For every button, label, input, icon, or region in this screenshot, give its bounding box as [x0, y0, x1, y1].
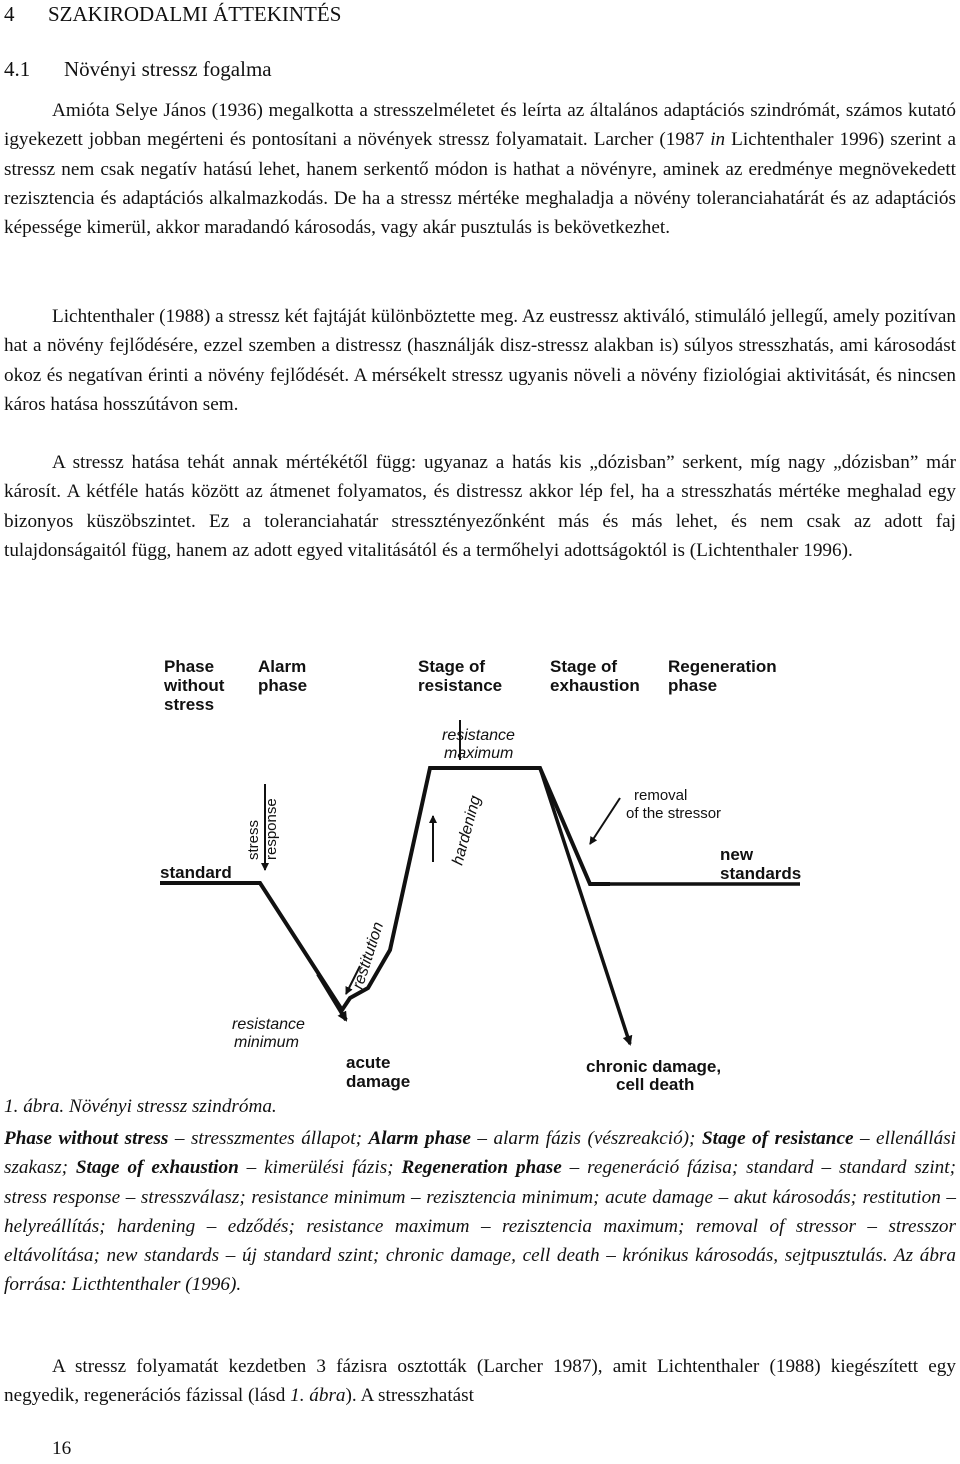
svg-text:new: new — [720, 845, 754, 864]
svg-text:resistance: resistance — [442, 727, 515, 744]
p1-text-c: Lichtenthaler 1996) szerint a stressz nem csak negatív hatású lehet, hanem serkentő módon is hathat a növényre, aminek az eredménye megnövekedett rezisztencia és adaptációs alkalmazkodás. De ha a stressz mértéke meghaladja a növény toleranciahatárát és az adaptációs képessége kimerül, akkor maradandó károsodás, vagy akár pusztulás is bekövetkezhet. — [4, 129, 956, 239]
svg-text:Stage of: Stage of — [418, 657, 486, 676]
p1-text-in: in — [710, 129, 726, 151]
svg-text:maximum: maximum — [444, 745, 514, 762]
svg-text:chronic damage,: chronic damage, — [586, 1057, 722, 1076]
legend-def: – kimerülési fázis; — [238, 1157, 402, 1179]
restitution-label: restitution — [349, 920, 388, 992]
stress-syndrome-diagram — [150, 648, 810, 1098]
paragraph-1 — [4, 96, 956, 242]
resistance-minimum-label — [232, 1016, 305, 1051]
svg-text:Stage of: Stage of — [550, 657, 618, 676]
svg-text:of the stressor: of the stressor — [626, 805, 722, 822]
acute-damage-arrow — [318, 974, 346, 1020]
paragraph-2 — [4, 302, 956, 419]
chapter-number: 4 — [4, 2, 15, 26]
p3-text: A stressz hatása tehát annak mértékétől függ: ugyanaz a hatás kis „dózisban” serkent, míg nagy „dózisban” már károsít. A kétféle hatás között az átmenet folyamatos, és distressz akkor lép fel, ha a stresszhatás mértéke meghalad egy bizonyos küszöbszintet. Ez a toleranciahatár stressztényezőnként más és más lehet, és nem csak az adott faj tulajdonságaitól függ, hanem az adott egyed vitalitásától és a termőhelyi adottságoktól is (Lichtenthaler 1996). — [4, 452, 956, 561]
svg-text:resistance: resistance — [418, 676, 503, 695]
svg-text:without: without — [164, 676, 225, 695]
svg-text:resistance: resistance — [232, 1016, 305, 1033]
paragraph-3 — [4, 448, 956, 565]
figure-caption: 1. ábra. Növényi stressz szindróma. — [4, 1096, 277, 1117]
svg-text:cell death: cell death — [616, 1075, 695, 1094]
chronic-damage-arrow — [540, 768, 630, 1044]
p4-text-c: ). A stresszhatást — [345, 1385, 474, 1407]
chapter-title: SZAKIRODALMI ÁTTEKINTÉS — [48, 2, 342, 26]
legend-term: Stage of exhaustion — [75, 1157, 239, 1179]
legend-def: – ellenállási szakasz; — [4, 1128, 956, 1179]
svg-text:Alarm: Alarm — [258, 657, 307, 676]
legend-def: – alarm fázis (vészreakció); — [470, 1128, 702, 1149]
svg-text:Phase: Phase — [164, 657, 215, 676]
standard-label: standard — [160, 863, 232, 882]
stress-response-label — [245, 798, 280, 860]
legend-def: – stresszmentes állapot; — [168, 1128, 369, 1149]
figure-legend — [4, 1124, 956, 1300]
new-standards-label — [720, 845, 801, 883]
alarm-phase-label — [258, 657, 307, 695]
svg-text:removal: removal — [634, 787, 688, 804]
svg-text:standards: standards — [720, 864, 802, 883]
p2-text: Lichtenthaler (1988) a stressz két fajtáját különböztette meg. Az eustressz aktiváló, stimuláló jellegű, amely pozitívan hat a növény fejlődésére, ezzel szemben a distressz (használják disz-stressz alakban is) súlyos stresszhatás, ami károsodást okoz és negatívan érinti a növény fejlődését. A mérsékelt stressz ugyanis növeli a növény fiziológiai aktivitását, és nincsen káros hatása hosszútávon sem. — [4, 306, 956, 415]
p4-figure-ref: 1. ábra — [290, 1385, 346, 1407]
legend-term: Regeneration phase — [401, 1157, 562, 1179]
svg-text:exhaustion: exhaustion — [550, 676, 640, 695]
regeneration-phase-label — [668, 657, 777, 695]
svg-text:minimum: minimum — [234, 1034, 299, 1051]
svg-text:acute: acute — [346, 1053, 391, 1072]
hardening-label: hardening — [449, 793, 485, 868]
resistance-maximum-label — [442, 727, 515, 762]
phase-without-stress-label — [163, 657, 225, 714]
svg-text:damage: damage — [346, 1072, 411, 1091]
svg-text:phase: phase — [258, 676, 308, 695]
chronic-damage-label — [586, 1057, 721, 1094]
stress-response-curve — [160, 768, 610, 1010]
legend-term: Stage of resistance — [701, 1128, 854, 1149]
svg-text:phase: phase — [668, 676, 718, 695]
paragraph-4 — [4, 1352, 956, 1411]
p4-text-a: A stressz folyamatát kezdetben 3 fázisra osztották (Larcher 1987), amit Lichtenthaler (1988) kiegészített egy negyedik, regenerációs fázissal (lásd — [4, 1356, 956, 1407]
stage-of-resistance-label — [418, 657, 502, 695]
svg-text:response: response — [263, 798, 280, 860]
svg-text:stress: stress — [245, 819, 262, 860]
chapter-heading — [4, 2, 341, 27]
legend-term: Alarm phase — [368, 1128, 471, 1149]
removal-of-stressor-label — [626, 787, 721, 822]
p1-text-a: Amióta Selye János (1936) megalkotta a stresszelméletet és leírta az általános adaptációs szindrómát, számos kutató igyekezett jobban megérteni és pontosítani a növények stressz folyamatait. Larcher (1987 — [4, 100, 956, 151]
removal-arrow — [590, 798, 620, 844]
legend-term: Phase without stress — [4, 1128, 169, 1149]
page-number: 16 — [52, 1438, 72, 1459]
section-title: Növényi stressz fogalma — [64, 57, 272, 81]
svg-text:Regeneration: Regeneration — [668, 657, 777, 676]
stage-of-exhaustion-label — [550, 657, 640, 695]
acute-damage-label — [346, 1053, 410, 1091]
section-number: 4.1 — [4, 57, 31, 81]
section-heading — [4, 57, 272, 82]
legend-def: – regeneráció fázisa; standard – standard szint; stress response – stresszválasz; resistance minimum – rezisztencia minimum; acute damage – akut károsodás; restitution – helyreállítás; hardening – edződés; resistance maximum – rezisztencia maximum; removal of stressor – stresszor eltávolítása; new standards – új standard szint; chronic damage, cell death – krónikus károsodás, sejtpusztulás. Az ábra forrása: Licthtenthaler (1996). — [4, 1157, 956, 1296]
svg-text:stress: stress — [164, 695, 215, 714]
